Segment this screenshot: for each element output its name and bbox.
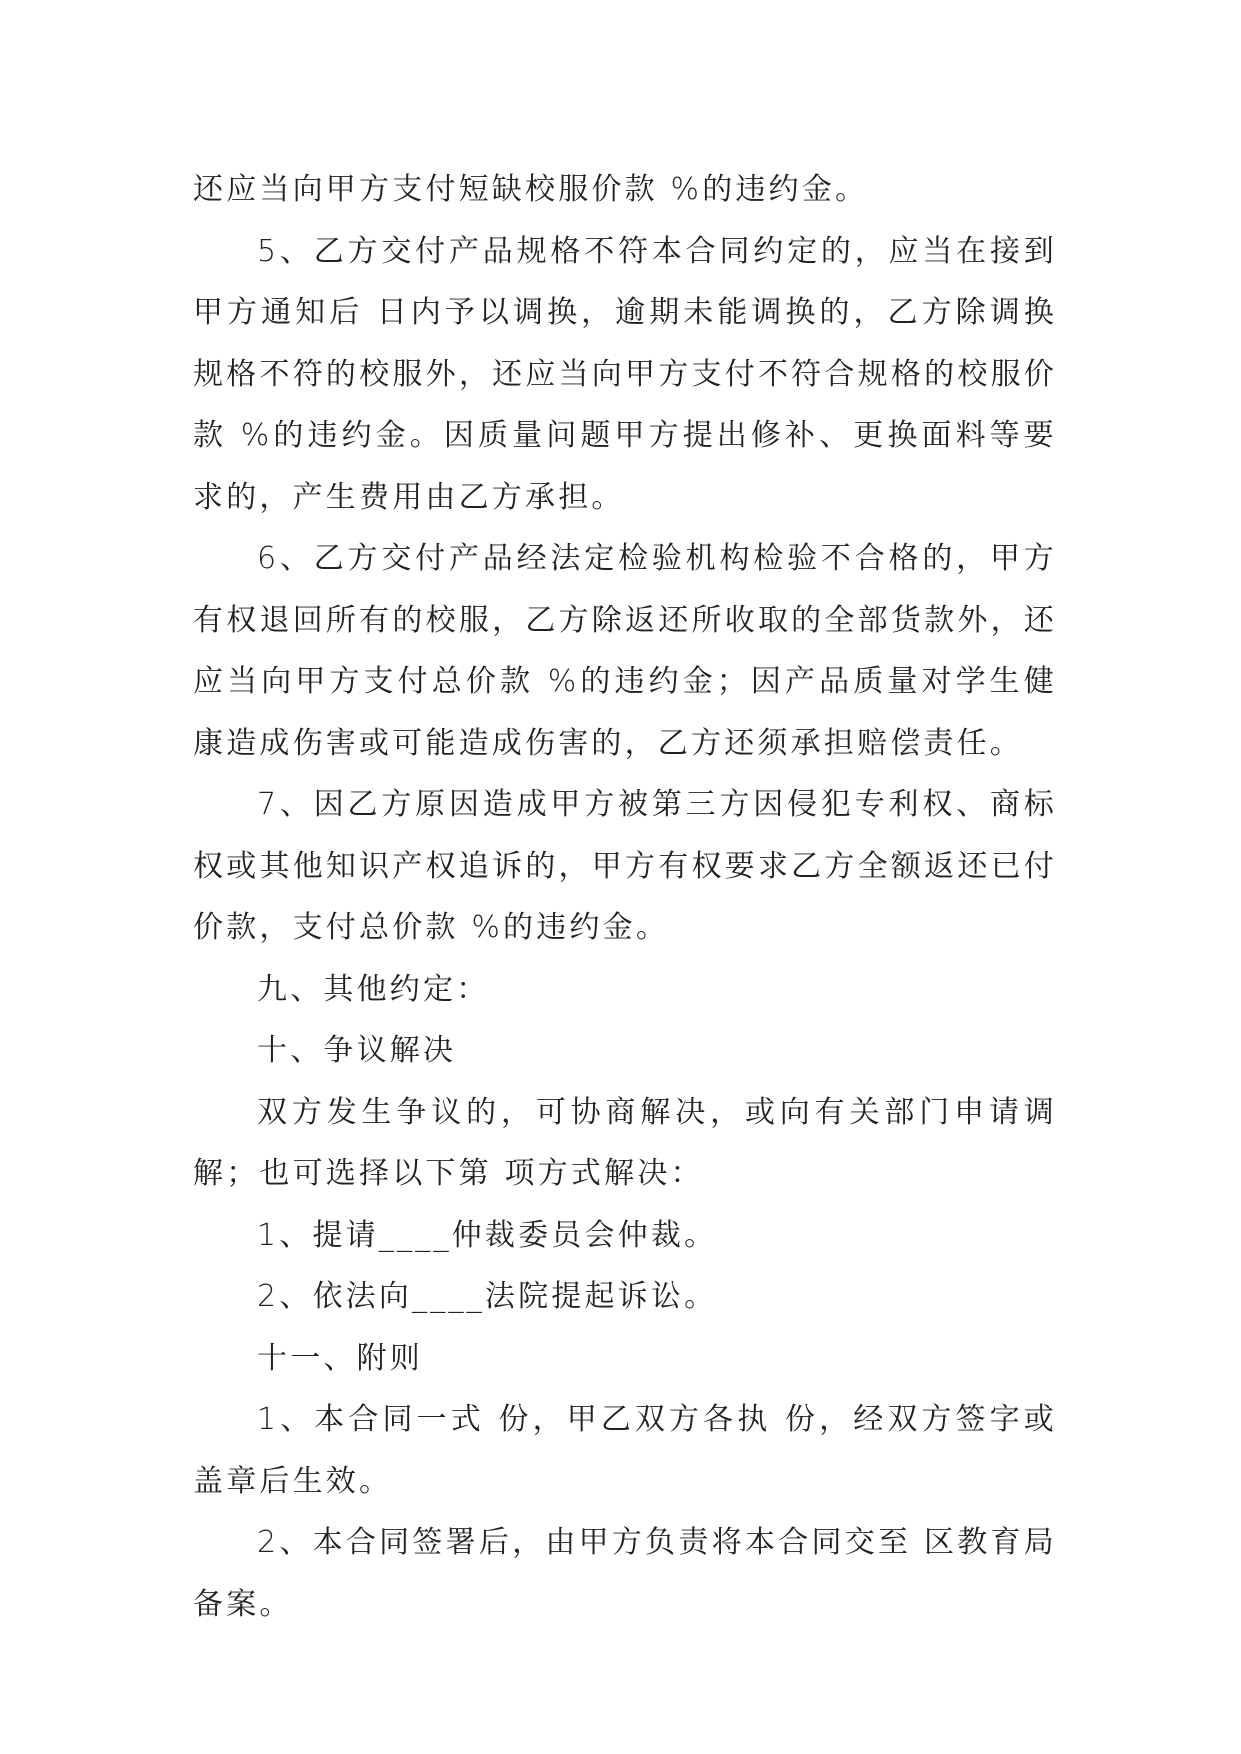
paragraph-dispute-option-litigation: 2、依法向____法院提起诉讼。: [257, 1279, 718, 1314]
section-heading-other-agreements: 九、其他约定：: [257, 971, 490, 1007]
paragraph-clause-7-ip-infringement: 7、因乙方原因造成甲方被第三方因侵犯专利权、商标权或其他知识产权追诉的，甲方有权要求乙方全额返还已付价款，支付总价款 %的违约金。: [193, 787, 1057, 945]
paragraph-clause-6-inspection: 6、乙方交付产品经法定检验机构检验不合格的，甲方有权退回所有的校服，乙方除返还所收取的全部货款外，还应当向甲方支付总价款 %的违约金；因产品质量对学生健康造成伤害或可能造成伤害的，乙方还须承担赔偿责任。: [193, 541, 1057, 761]
section-heading-supplementary-provisions: 十一、附则: [257, 1340, 423, 1376]
paragraph-supplementary-copies: 1、本合同一式 份，甲乙双方各执 份，经双方签字或盖章后生效。: [193, 1402, 1057, 1499]
paragraph-clause-5-specification: 5、乙方交付产品规格不符本合同约定的，应当在接到甲方通知后 日内予以调换，逾期未能调换的，乙方除调换规格不符的校服外，还应当向甲方支付不符合规格的校服价款 %的违约金。因质量问题甲方提出修补、更换面料等要求的，产生费用由乙方承担。: [193, 233, 1057, 515]
paragraph-supplementary-filing: 2、本合同签署后，由甲方负责将本合同交至 区教育局备案。: [193, 1525, 1057, 1622]
paragraph-dispute-option-arbitration: 1、提请____仲裁委员会仲裁。: [257, 1217, 718, 1253]
contract-body: [193, 159, 1057, 1635]
paragraph-dispute-intro: 双方发生争议的，可协商解决，或向有关部门申请调解；也可选择以下第 项方式解决：: [193, 1094, 1057, 1191]
section-heading-dispute-resolution: 十、争议解决: [257, 1033, 457, 1068]
paragraph-breach-shortage-tail: 还应当向甲方支付短缺校服价款 %的违约金。: [193, 172, 869, 207]
